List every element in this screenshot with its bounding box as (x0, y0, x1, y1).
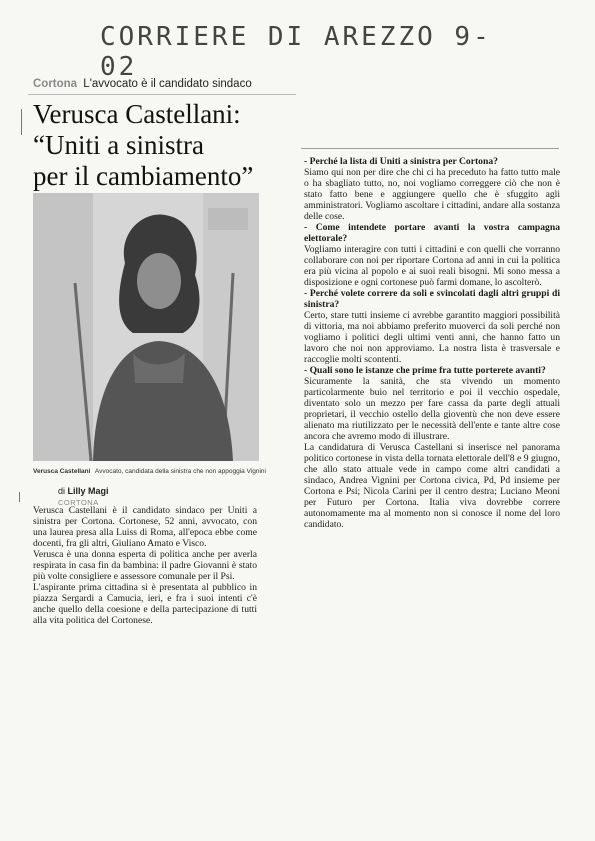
caption-text: Avvocato, candidata della sinistra che non appoggia Vignini (94, 468, 266, 475)
interview-question: - Quali sono le istanze che prime fra tutte porterete avanti? (304, 365, 546, 376)
kicker (33, 78, 293, 90)
kicker-text: L'avvocato è il candidato sindaco (83, 78, 252, 90)
margin-mark (21, 109, 22, 135)
margin-mark (19, 492, 20, 502)
article-body-left (33, 505, 257, 626)
headline (33, 99, 303, 192)
body-paragraph: L'aspirante prima cittadina si è presentata al pubblico in piazza Sergardi a Camucia, ieri, e fra i suoi intenti c'è anche quello della coesione e della partecipazione di tutti alla vita politica del Cortonese. (33, 582, 257, 626)
divider (301, 148, 559, 149)
handwritten-source-note: CORRIERE DI AREZZO 9-02 (100, 22, 492, 82)
interview-answer: Certo, stare tutti insieme ci avrebbe garantito maggiori possibilità di vittoria, ma noi abbiamo preferito muoverci da soli perché non vogliamo i politici degli ultimi venti anni, che hanno fatto un lavoro che noi non approviamo. La nostra lista è trasversale e raccoglie molti scontenti. (304, 310, 560, 365)
article-body-right (304, 156, 560, 530)
interview-question: - Perché volete correre da soli e svincolati dagli altri gruppi di sinistra? (304, 288, 560, 310)
byline-author: Lilly Magi (67, 486, 109, 496)
interview-answer: Vogliamo interagire con tutti i cittadini e con quelli che vorranno collaborare con noi per riportare Cortona ad anni in cui la politica era più vicina al popolo e ai suoi reali bisogni. Mi sono messa a disposizione e ogni cortonese può farmi domane, lo ascolterò. (304, 244, 560, 288)
interview-answer: Sicuramente la sanità, che sta vivendo un momento particolarmente buio nel territorio e poi il vecchio ospedale, diventato solo un mezzo per fare cassa da parte degli attuali proprietari, il vecchio ostello della gioventù che non deve essere alienato ma riutilizzato per le necessità dell'ente e tante altre cose ancora che avremo modo di illustrare. (304, 376, 560, 442)
headline-line: per il cambiamento” (33, 161, 254, 191)
interview-question: - Come intendete portare avanti la vostra campagna elettorale? (304, 222, 560, 244)
headline-line: “Uniti a sinistra (33, 130, 204, 160)
divider (28, 94, 296, 95)
caption-name: Verusca Castellani (33, 468, 91, 475)
byline-prefix: di (58, 486, 66, 496)
article-photo (33, 193, 259, 461)
dateline-place: CORTONA (58, 498, 99, 507)
kicker-location: Cortona (33, 78, 78, 90)
interview-question: - Perché la lista di Uniti a sinistra per Cortona? (304, 156, 498, 167)
portrait-illustration (33, 193, 259, 461)
byline (58, 486, 109, 496)
body-paragraph: Verusca Castellani è il candidato sindaco per Uniti a sinistra per Cortona. Cortonese, 52 anni, avvocato, con una laurea presa alla Luiss di Roma, all'epoca ebbe come docenti, fra gli altri, Giuliano Amato e Visco. (33, 505, 257, 549)
headline-line: Verusca Castellani: (33, 99, 241, 129)
interview-answer: Siamo qui non per dire che chi ci ha preceduto ha fatto tutto male o ha sbagliato tutto, no, noi vogliamo correggere ciò che non è stato fatto bene e aggiungere quello che è sfuggito agli amministratori. Vogliamo ascoltare i cittadini, andare alla sostanza delle cose. (304, 167, 560, 222)
photo-caption (33, 468, 283, 475)
body-paragraph: Verusca è una donna esperta di politica anche per averla respirata in casa fin da bambina: il padre Giovanni è stato più volte consigliere e assessore comunale per il Psi. (33, 549, 257, 582)
closing-paragraph: La candidatura di Verusca Castellani si inserisce nel panorama politico cortonese in vista della tornata elettorale dell'8 e 9 giugno, che allo stato attuale vede in campo come altri candidati a sindaco, Andrea Vignini per Cortona civica, Pd, Pd insieme per Cortona e Psi; Nicola Carini per il centro destra; Luciano Meoni per Futuro per Cortona. Italia viva dovrebbe correre autonomamente ma al momento non si conosce il nome del loro candidato. (304, 442, 560, 530)
